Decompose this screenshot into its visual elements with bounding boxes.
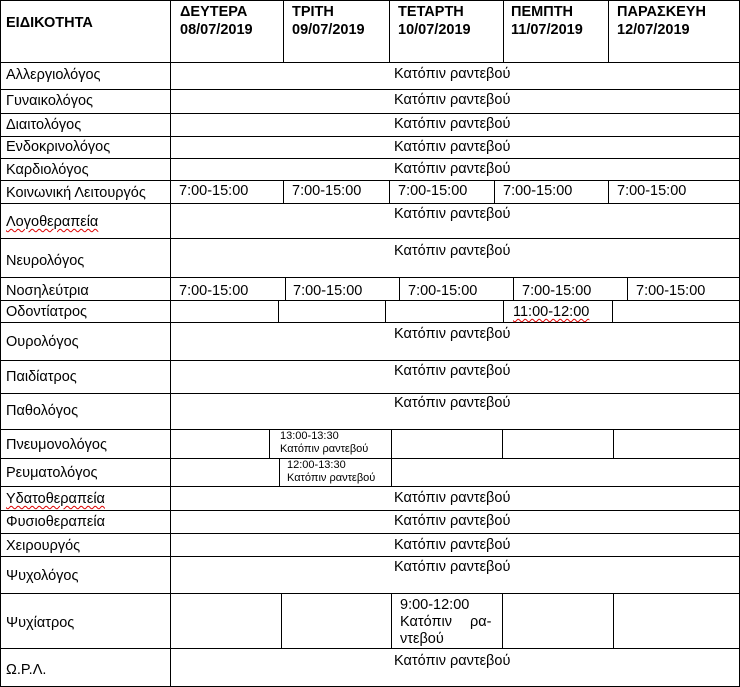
header-day-date: 12/07/2019 <box>617 22 690 38</box>
appointment-note: Κατόπιν ραντεβού <box>394 116 511 132</box>
row-divider <box>0 648 740 649</box>
appointment-note: Κατόπιν ραντεβού <box>394 326 511 342</box>
row-divider <box>0 89 740 90</box>
cell-divider <box>389 180 390 203</box>
appointment-note: Κατόπιν ραντεβού <box>394 537 511 553</box>
specialty-label: Διαιτολόγος <box>6 117 82 133</box>
row-divider <box>0 158 740 159</box>
row-divider <box>0 556 740 557</box>
header-day-date: 10/07/2019 <box>398 22 471 38</box>
header-day-name: ΤΕΤΑΡΤΗ <box>398 4 464 20</box>
row-divider <box>0 136 740 137</box>
time-slot: 7:00-15:00 <box>293 283 363 299</box>
column-divider <box>170 0 171 687</box>
cell-divider <box>283 180 284 203</box>
time-slot: 7:00-15:00 <box>179 183 249 199</box>
appointment-note: Κατόπιν ραντεβού <box>394 490 511 506</box>
time-slot: 13:00-13:30 <box>280 430 339 442</box>
header-day-date: 11/07/2019 <box>511 22 583 38</box>
cell-divider <box>613 593 614 648</box>
row-divider <box>0 62 740 63</box>
specialty-label: Γυναικολόγος <box>6 93 94 109</box>
header-day-date: 09/07/2019 <box>292 22 365 38</box>
row-divider <box>0 113 740 114</box>
time-slot: 7:00-15:00 <box>179 283 249 299</box>
time-slot: 7:00-15:00 <box>522 283 592 299</box>
appointment-note: Κατόπιν ραντεβού <box>394 363 511 379</box>
cell-divider <box>278 300 279 322</box>
time-slot: 12:00-13:30 <box>287 459 346 471</box>
appointment-note: ντεβού <box>400 631 444 647</box>
specialty-label: Χειρουργός <box>6 538 81 554</box>
specialty-label: Ψυχολόγος <box>6 568 79 584</box>
row-divider <box>0 429 740 430</box>
time-slot: 7:00-15:00 <box>398 183 468 199</box>
cell-divider <box>627 277 628 300</box>
row-divider <box>0 486 740 487</box>
header-day-name: ΤΡΙΤΗ <box>292 4 334 20</box>
time-slot: 7:00-15:00 <box>408 283 478 299</box>
time-slot: 7:00-15:00 <box>503 183 573 199</box>
cell-divider <box>608 180 609 203</box>
appointment-note: Κατόπιν ραντεβού <box>394 92 511 108</box>
specialty-label: Ενδοκρινολόγος <box>6 139 111 155</box>
appointment-note: Κατόπιν ραντεβού <box>394 653 511 669</box>
appointment-note: Κατόπιν ρα- <box>400 614 492 630</box>
header-day-name: ΔΕΥΤΕΡΑ <box>180 4 248 20</box>
row-divider <box>0 322 740 323</box>
cell-divider <box>385 300 386 322</box>
specialty-label: Λογοθεραπεία <box>6 214 99 230</box>
cell-divider <box>494 180 495 203</box>
row-divider <box>0 277 740 278</box>
specialty-label: Ουρολόγος <box>6 334 79 350</box>
specialty-label: Παιδίατρος <box>6 369 77 385</box>
header-day-date: 08/07/2019 <box>180 22 253 38</box>
appointment-note: Κατόπιν ραντεβού <box>394 206 511 222</box>
cell-divider <box>513 277 514 300</box>
specialty-label: Αλλεργιολόγος <box>6 67 101 83</box>
specialty-label: Ω.Ρ.Λ. <box>6 662 47 678</box>
specialty-label: Νοσηλεύτρια <box>6 283 89 299</box>
time-slot: 7:00-15:00 <box>292 183 362 199</box>
appointment-note: Κατόπιν ραντεβού <box>394 66 511 82</box>
cell-divider <box>391 429 392 458</box>
time-slot: 7:00-15:00 <box>636 283 706 299</box>
row-divider <box>0 393 740 394</box>
cell-divider <box>399 277 400 300</box>
column-divider <box>503 0 504 62</box>
time-slot: 7:00-15:00 <box>617 183 687 199</box>
specialty-label: Παθολόγος <box>6 403 79 419</box>
header-day-name: ΠΑΡΑΣΚΕΥΗ <box>617 4 706 20</box>
appointment-note: Κατόπιν ραντεβού <box>394 395 511 411</box>
specialty-label: Ρευματολόγος <box>6 465 98 481</box>
cell-divider <box>502 593 503 648</box>
appointment-note: Κατόπιν ραντεβού <box>394 243 511 259</box>
cell-divider <box>279 458 280 486</box>
specialty-label: Κοινωνική Λειτουργός <box>6 185 146 201</box>
cell-divider <box>391 593 392 648</box>
time-slot: 11:00-12:00 <box>513 304 590 320</box>
row-divider <box>0 458 740 459</box>
row-divider <box>0 0 740 1</box>
time-slot: 9:00-12:00 <box>400 597 470 613</box>
specialty-label: Ψυχίατρος <box>6 615 75 631</box>
cell-divider <box>613 429 614 458</box>
column-divider <box>389 0 390 62</box>
specialty-label: Καρδιολόγος <box>6 162 89 178</box>
row-divider <box>0 360 740 361</box>
cell-divider <box>281 593 282 648</box>
specialty-label: Νευρολόγος <box>6 253 85 269</box>
specialty-label: Φυσιοθεραπεία <box>6 514 105 530</box>
cell-divider <box>503 300 504 322</box>
specialty-label: Οδοντίατρος <box>6 304 88 320</box>
appointment-note: Κατόπιν ραντεβού <box>394 161 511 177</box>
row-divider <box>0 533 740 534</box>
row-divider <box>0 180 740 181</box>
appointment-note: Κατόπιν ραντεβού <box>280 443 369 455</box>
header-specialty: ΕΙΔΙΚΟΤΗΤΑ <box>6 15 93 31</box>
appointment-note: Κατόπιν ραντεβού <box>394 559 511 575</box>
cell-divider <box>502 429 503 458</box>
row-divider <box>0 238 740 239</box>
cell-divider <box>612 300 613 322</box>
specialty-label: Υδατοθεραπεία <box>6 491 105 507</box>
appointment-note: Κατόπιν ραντεβού <box>394 513 511 529</box>
cell-divider <box>285 277 286 300</box>
header-day-name: ΠΕΜΠΤΗ <box>511 4 574 20</box>
specialty-label: Πνευμονολόγος <box>6 437 107 453</box>
row-divider <box>0 593 740 594</box>
appointment-note: Κατόπιν ραντεβού <box>394 139 511 155</box>
appointment-note: Κατόπιν ραντεβού <box>287 472 376 484</box>
row-divider <box>0 203 740 204</box>
row-divider <box>0 300 740 301</box>
column-divider <box>283 0 284 62</box>
column-divider <box>608 0 609 62</box>
row-divider <box>0 510 740 511</box>
cell-divider <box>391 458 392 486</box>
cell-divider <box>269 429 270 458</box>
column-divider <box>0 0 1 687</box>
